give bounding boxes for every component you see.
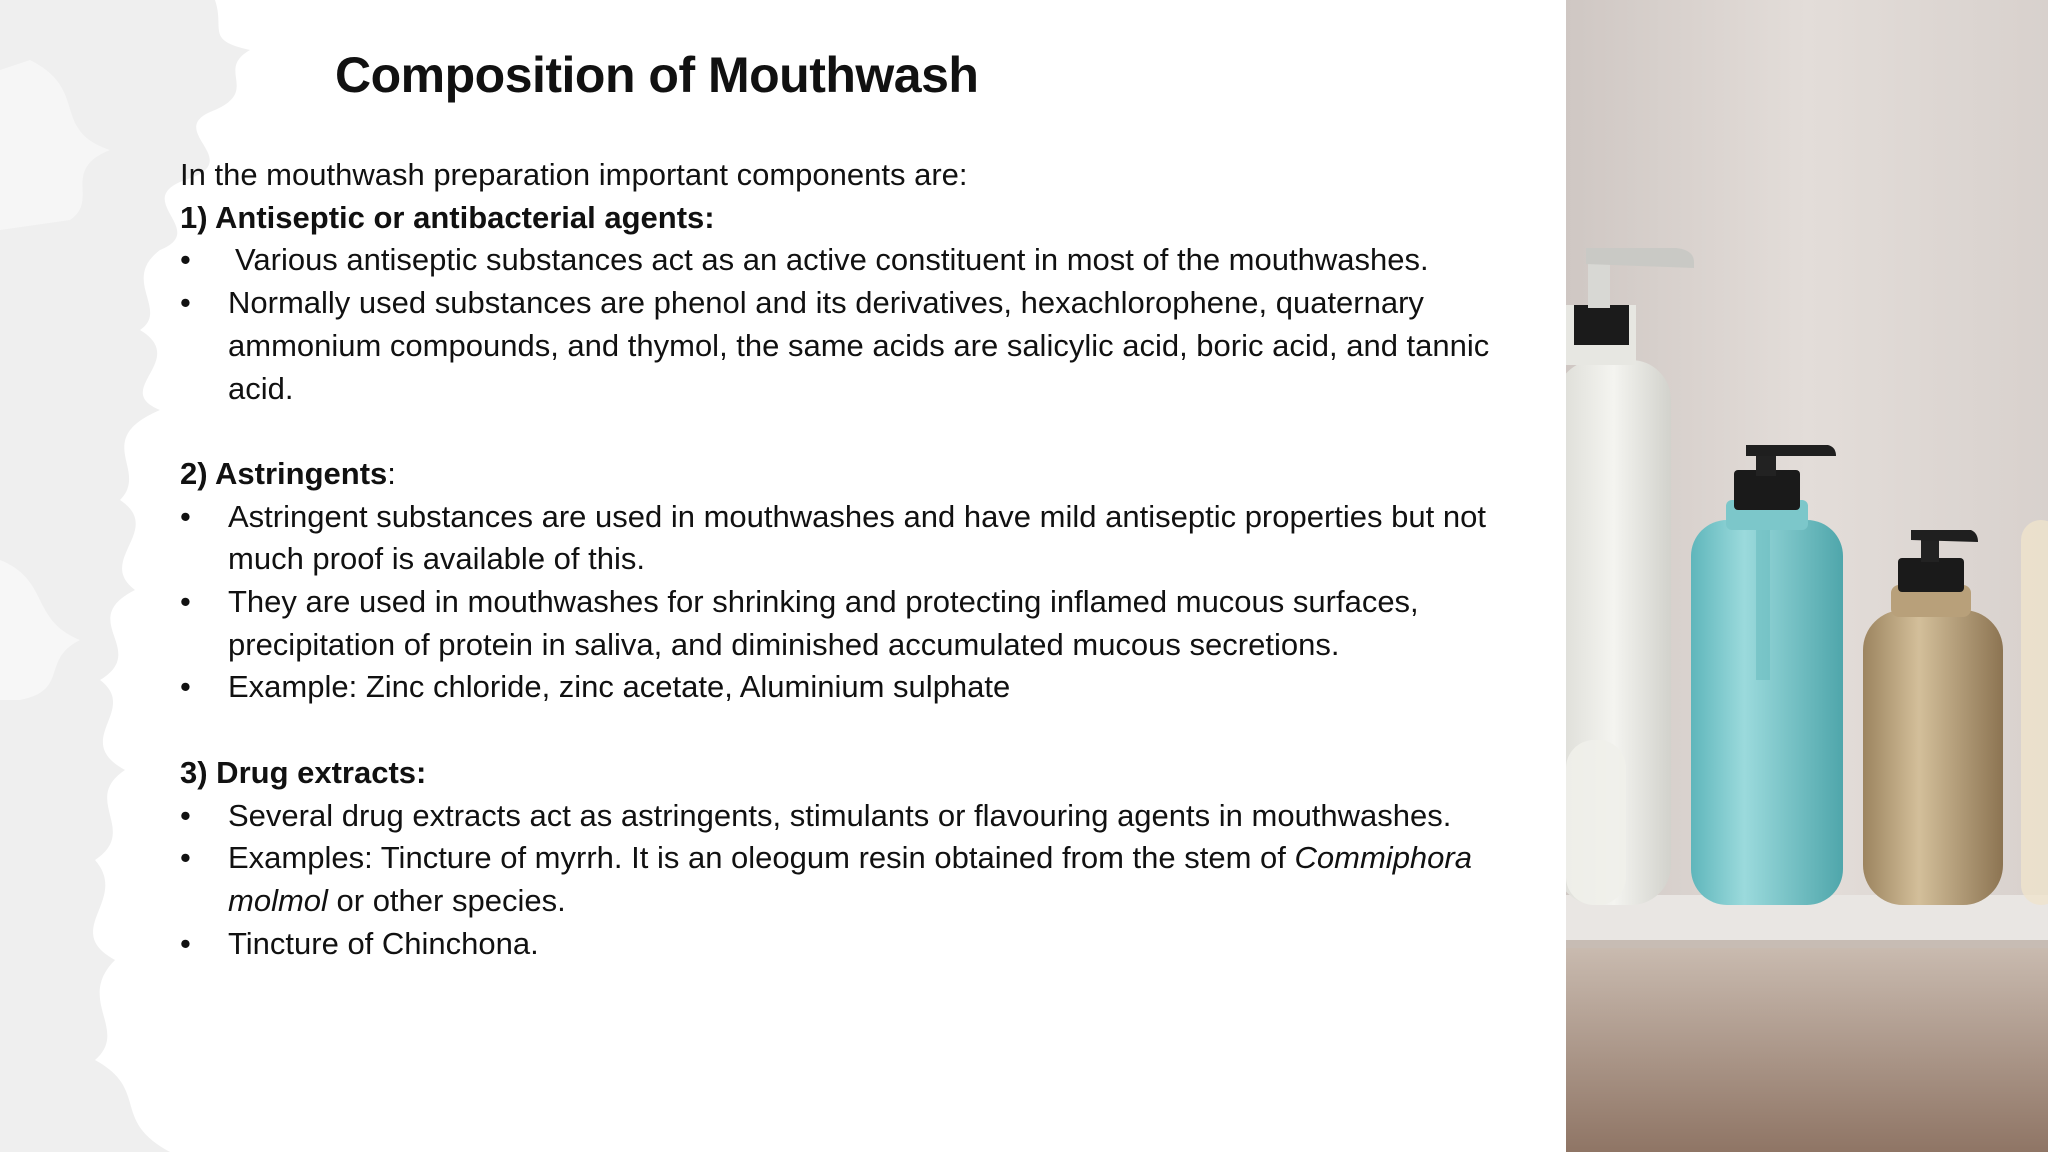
species-name: Commiphora molmol xyxy=(228,840,1472,918)
spacer xyxy=(180,709,1500,752)
slide-title: Composition of Mouthwash xyxy=(335,47,979,103)
drug-extract-bullets xyxy=(180,795,1500,966)
bullet-text: Example: Zinc chloride, zinc acetate, Aluminium sulphate xyxy=(228,669,1011,705)
bullet-item xyxy=(180,837,1500,922)
bullet-text: They are used in mouthwashes for shrinking and protecting inflamed mucous surfaces, precipitation of protein in saliva, and diminished accumulated mucous secretions. xyxy=(228,584,1419,662)
bullet-text-after: or other species. xyxy=(327,882,566,918)
bullet-item xyxy=(180,282,1500,410)
section-heading-bold: 2) Astringents xyxy=(180,455,388,491)
section-heading-bold: 1) Antiseptic or antibacterial agents: xyxy=(180,199,715,235)
bullet-item xyxy=(180,666,1500,709)
bullet-item xyxy=(180,496,1500,581)
bottles-illustration xyxy=(1566,0,2048,1152)
bullet-text: Tincture of Chinchona. xyxy=(228,925,539,961)
bullet-item xyxy=(180,239,1500,282)
bullet-item xyxy=(180,795,1500,838)
section-heading-bold: 3) Drug extracts: xyxy=(180,754,427,790)
bottles-photo xyxy=(1566,0,2048,1152)
bullet-item xyxy=(180,581,1500,666)
intro-text: In the mouthwash preparation important components are: xyxy=(180,157,968,192)
section-heading-suffix: : xyxy=(387,455,396,491)
spacer xyxy=(180,410,1500,453)
section-heading-astringents xyxy=(180,453,1500,496)
bullet-text-before: Examples: Tincture of myrrh. It is an oleogum resin obtained from the stem of xyxy=(228,840,1295,876)
bullet-item xyxy=(180,923,1500,966)
section-heading-drug-extracts xyxy=(180,752,1500,795)
astringent-bullets xyxy=(180,496,1500,710)
section-heading-antiseptic xyxy=(180,197,1500,240)
slide-body xyxy=(180,154,1500,965)
antiseptic-bullets xyxy=(180,239,1500,410)
bullet-text: Normally used substances are phenol and its derivatives, hexachlorophene, quaternary ammonium compounds, and thymol, the same acids are salicylic acid, boric acid, and tannic acid. xyxy=(228,285,1490,406)
bullet-text: Several drug extracts act as astringents, stimulants or flavouring agents in mouthwashes. xyxy=(228,797,1452,833)
bullet-text: Various antiseptic substances act as an active constituent in most of the mouthwashes. xyxy=(235,242,1429,278)
bullet-text: Astringent substances are used in mouthwashes and have mild antiseptic properties but not much proof is available of this. xyxy=(228,498,1486,577)
